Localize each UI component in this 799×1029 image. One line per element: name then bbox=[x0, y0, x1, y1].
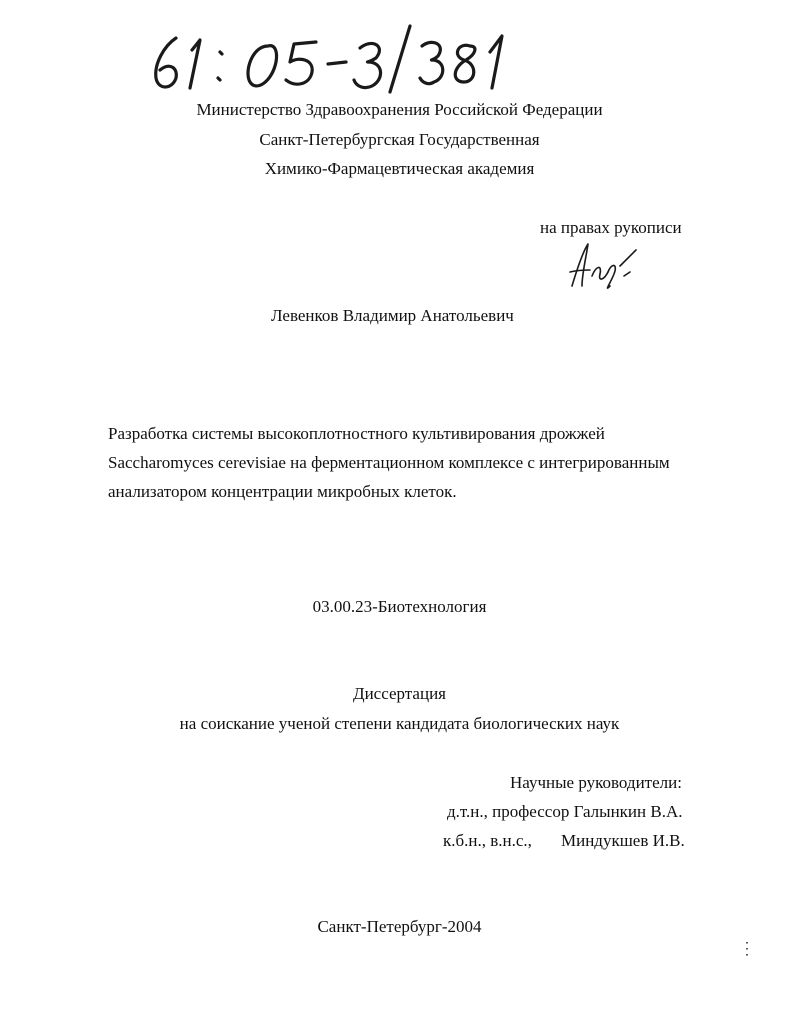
supervisor-first: д.т.н., профессор Галынкин В.А. bbox=[447, 802, 683, 821]
ministry-name: Министерство Здравоохранения Российской Федерации bbox=[196, 100, 603, 119]
signature bbox=[560, 236, 650, 294]
rights-note: на правах рукописи bbox=[540, 218, 682, 237]
institution-name-line2: Химико-Фармацевтическая академия bbox=[264, 159, 535, 178]
handwritten-archive-number bbox=[140, 16, 520, 96]
institution-name-line1: Санкт-Петербургская Государственная bbox=[259, 130, 540, 149]
document-type: Диссертация bbox=[352, 684, 446, 703]
supervisor-second-name: Миндукшев И.В. bbox=[561, 831, 685, 850]
scan-specks bbox=[740, 938, 760, 962]
dissertation-title-line1: Разработка системы высокоплотностного культивирования дрожжей bbox=[108, 424, 605, 443]
dissertation-title-line2: Saccharomyces cerevisiae на ферментационном комплексе с интегрированным bbox=[108, 453, 670, 472]
degree-purpose: на соискание ученой степени кандидата биологических наук bbox=[179, 714, 620, 733]
dissertation-title-line3: анализатором концентрации микробных клеток. bbox=[108, 482, 457, 501]
author-name: Левенков Владимир Анатольевич bbox=[271, 306, 514, 325]
specialty-code: 03.00.23-Биотехнология bbox=[312, 597, 487, 616]
city-year: Санкт-Петербург-2004 bbox=[317, 917, 482, 936]
supervisors-heading: Научные руководители: bbox=[510, 773, 682, 792]
supervisor-second-title: к.б.н., в.н.с., bbox=[443, 831, 532, 850]
